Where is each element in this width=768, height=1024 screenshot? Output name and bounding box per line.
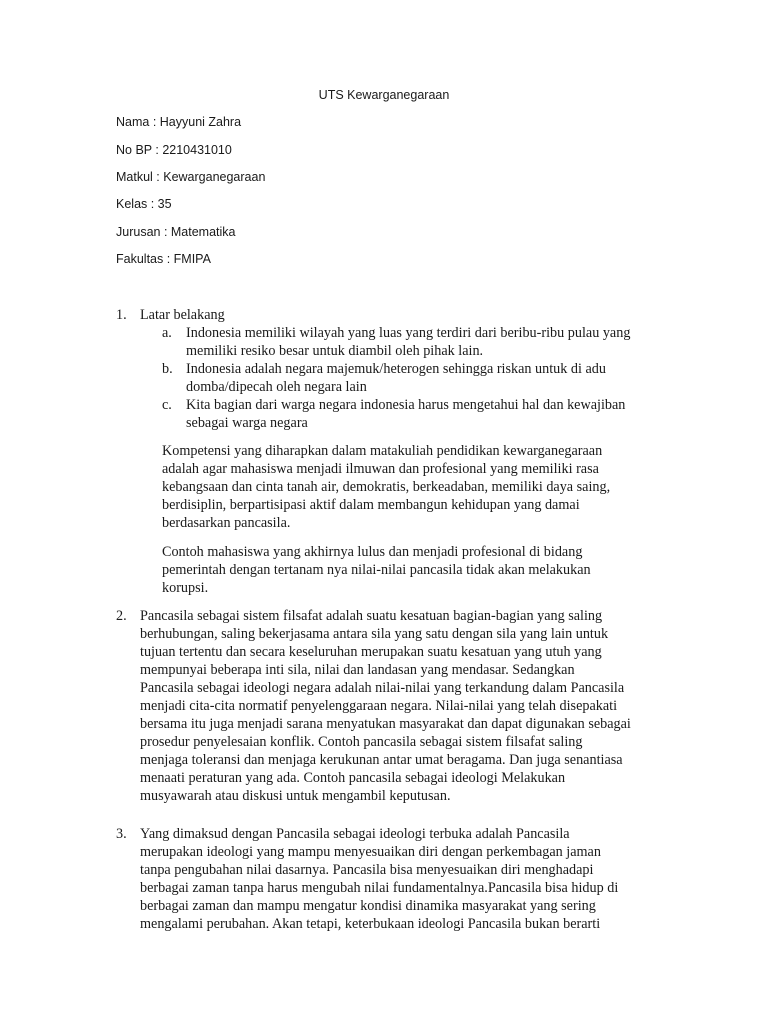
paragraph-line: berdisiplin, berpartisipasi aktif dalam membangun kehidupan yang damai (162, 497, 580, 513)
identity-fakultas: Fakultas : FMIPA (116, 252, 211, 266)
paragraph-line: pemerintah dengan tertanam nya nilai-nilai pancasila tidak akan melakukan (162, 562, 591, 578)
paragraph-line: bersama itu juga menjadi sarana menyatukan masyarakat dan dapat digunakan sebagai (140, 716, 631, 732)
item-1c-line: sebagai warga negara (186, 415, 308, 431)
identity-no-bp: No BP : 2210431010 (116, 143, 232, 157)
paragraph-line: merupakan ideologi yang mampu menyesuaikan diri dengan perkembagan jaman (140, 844, 601, 860)
paragraph-line: musyawarah atau diskusi untuk mengambil keputusan. (140, 788, 451, 804)
paragraph-line: berbagai zaman dan mampu mengatur kondisi dinamika masyarakat yang sering (140, 898, 596, 914)
paragraph-line: tujuan tertentu dan secara keseluruhan merupakan suatu kesatuan yang utuh yang (140, 644, 602, 660)
item-1c-text (186, 396, 726, 432)
paragraph-line: tanpa pengubahan nilai dasarnya. Pancasila bisa menyesuaikan diri menghadapi (140, 862, 594, 878)
paragraph-line: berbagai zaman tanpa harus mengubah nilai fundamentalnya.Pancasila bisa hidup di (140, 880, 619, 896)
item-1a-line: memiliki resiko besar untuk diambil oleh pihak lain. (186, 343, 484, 359)
item-2-number: 2. (116, 608, 127, 624)
paragraph-line: mempunyai beberapa inti sila, nilai dan landasan yang mendasar. Sedangkan (140, 662, 575, 678)
paragraph-line: menaati peraturan yang ada. Contoh pancasila sebagai ideologi Melakukan (140, 770, 566, 786)
item-1a-text (186, 324, 726, 360)
document-title: UTS Kewarganegaraan (318, 88, 450, 102)
item-1-paragraph-example (162, 543, 702, 597)
paragraph-line: menjadi cita-cita normatif penyelenggaraan negara. Nilai-nilai yang telah disepakati (140, 698, 618, 714)
item-1a-letter: a. (162, 325, 172, 341)
item-1c-letter: c. (162, 397, 172, 413)
paragraph-line: Pancasila sebagai sistem filsafat adalah suatu kesatuan bagian-bagian yang saling (140, 608, 603, 624)
item-3-number: 3. (116, 826, 127, 842)
paragraph-line: berhubungan, saling bekerjasama antara sila yang satu dengan sila yang lain untuk (140, 626, 609, 642)
item-1c-line: Kita bagian dari warga negara indonesia harus mengetahui hal dan kewajiban (186, 397, 626, 413)
item-1-heading: Latar belakang (140, 307, 225, 323)
paragraph-line: Kompetensi yang diharapkan dalam matakuliah pendidikan kewarganegaraan (162, 443, 603, 459)
item-1a-line: Indonesia memiliki wilayah yang luas yang terdiri dari beribu-ribu pulau yang (186, 325, 631, 341)
paragraph-line: korupsi. (162, 580, 209, 596)
identity-kelas: Kelas : 35 (116, 197, 172, 211)
paragraph-line: mengalami perubahan. Akan tetapi, keterbukaan ideologi Pancasila bukan berarti (140, 916, 601, 932)
paragraph-line: menjaga toleransi dan menjaga kerukunan antar umat beragama. Dan juga senantiasa (140, 752, 623, 768)
item-1-paragraph-competency (162, 442, 702, 532)
paragraph-line: prosedur penyelesaian konflik. Contoh pancasila sebagai sistem filsafat saling (140, 734, 583, 750)
paragraph-line: Yang dimaksud dengan Pancasila sebagai ideologi terbuka adalah Pancasila (140, 826, 570, 842)
item-1-number: 1. (116, 307, 127, 323)
paragraph-line: Contoh mahasiswa yang akhirnya lulus dan menjadi profesional di bidang (162, 544, 583, 560)
identity-jurusan: Jurusan : Matematika (116, 225, 236, 239)
paragraph-line: adalah agar mahasiswa menjadi ilmuwan dan profesional yang memiliki rasa (162, 461, 599, 477)
paragraph-line: Pancasila sebagai ideologi negara adalah nilai-nilai yang terkandung dalam Pancasila (140, 680, 625, 696)
item-1b-line: domba/dipecah oleh negara lain (186, 379, 367, 395)
paragraph-line: berdasarkan pancasila. (162, 515, 291, 531)
identity-matkul: Matkul : Kewarganegaraan (116, 170, 266, 184)
item-1b-line: Indonesia adalah negara majemuk/heterogen sehingga riskan untuk di adu (186, 361, 606, 377)
item-1b-letter: b. (162, 361, 173, 377)
item-3-paragraph (140, 825, 680, 933)
identity-name: Nama : Hayyuni Zahra (116, 115, 242, 129)
paragraph-line: kebangsaan dan cinta tanah air, demokratis, berkeadaban, memiliki daya saing, (162, 479, 611, 495)
item-2-paragraph (140, 607, 680, 805)
item-1b-text (186, 360, 726, 396)
